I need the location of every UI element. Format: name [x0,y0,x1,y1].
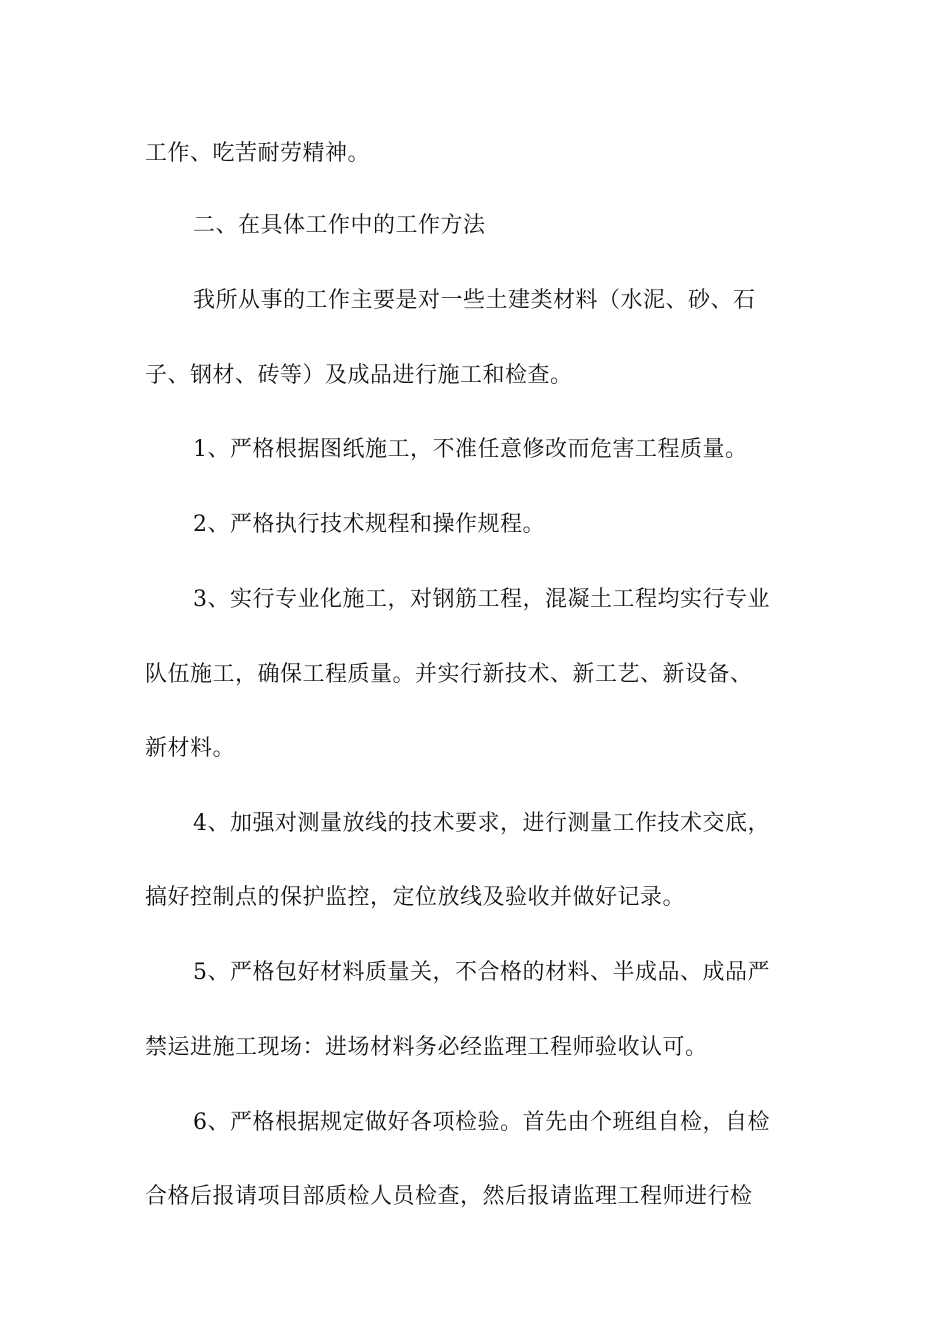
list-item: 3、实行专业化施工，对钢筋工程，混凝土工程均实行专业 [193,587,770,612]
text-line: 子、钢材、砖等）及成品进行施工和检查。 [145,363,573,388]
list-item: 1、严格根据图纸施工，不准任意修改而危害工程质量。 [193,437,748,462]
list-item: 6、严格根据规定做好各项检验。首先由个班组自检，自检 [193,1110,770,1135]
list-item: 4、加强对测量放线的技术要求，进行测量工作技术交底， [193,811,770,836]
list-item: 2、严格执行技术规程和操作规程。 [193,512,545,537]
text-line: 合格后报请项目部质检人员检查，然后报请监理工程师进行检 [145,1184,753,1209]
section-heading: 二、在具体工作中的工作方法 [193,213,486,238]
text-line: 队伍施工，确保工程质量。并实行新技术、新工艺、新设备、 [145,662,753,687]
text-line: 搞好控制点的保护监控，定位放线及验收并做好记录。 [145,885,686,910]
text-line: 我所从事的工作主要是对一些土建类材料（水泥、砂、石 [193,288,756,313]
text-line: 禁运进施工现场：进场材料务必经监理工程师验收认可。 [145,1035,708,1060]
text-line: 新材料。 [145,736,236,761]
text-line: 工作、吃苦耐劳精神。 [145,141,371,166]
list-item: 5、严格包好材料质量关，不合格的材料、半成品、成品严 [193,960,770,985]
